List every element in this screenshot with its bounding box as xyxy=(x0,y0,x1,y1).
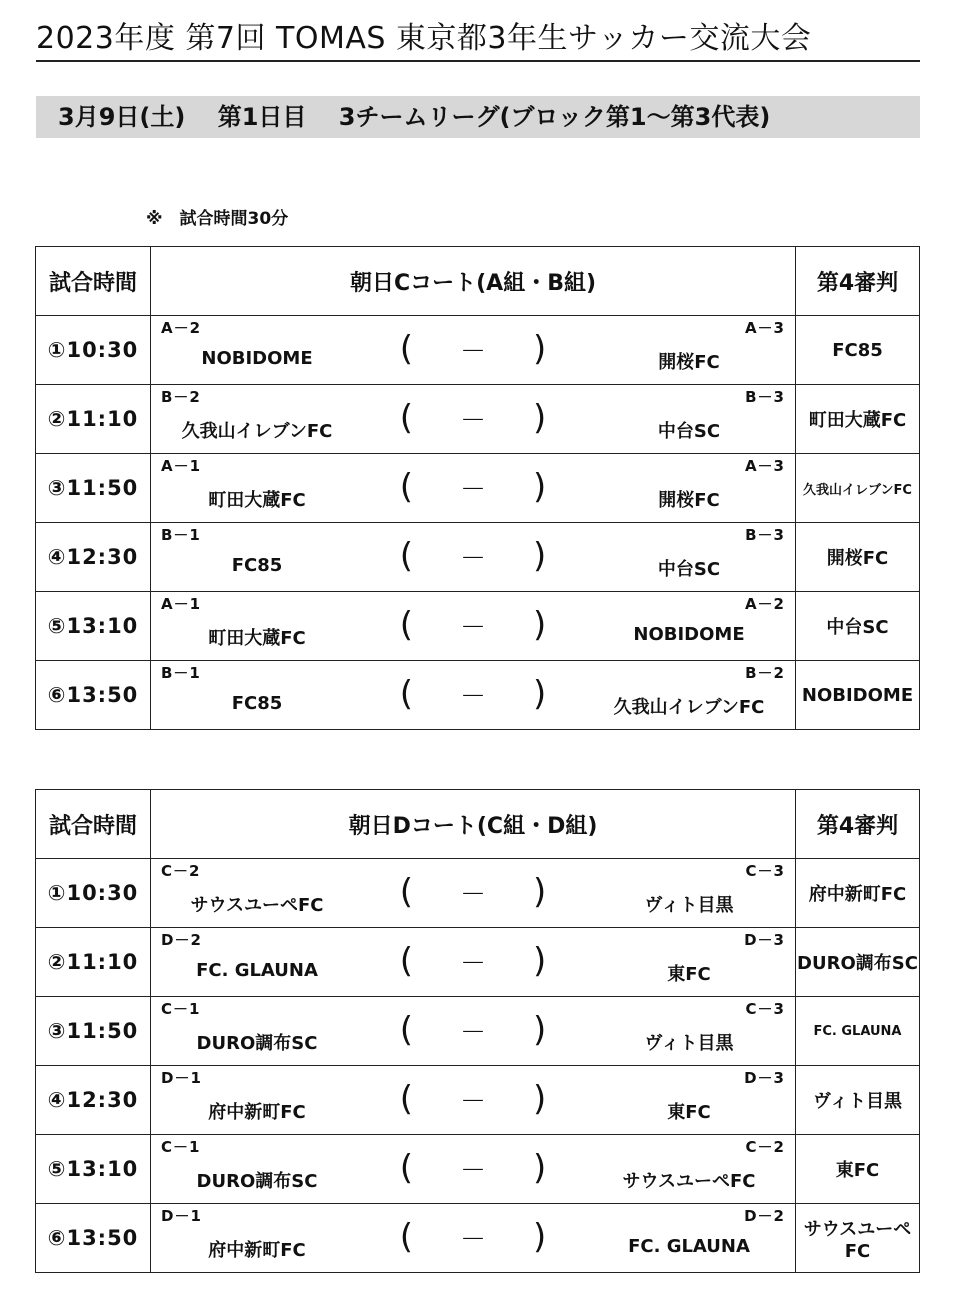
score-dash: － xyxy=(459,337,486,367)
score-blank xyxy=(151,398,795,438)
score-dash: － xyxy=(459,613,486,643)
left-team: 府中新町FC xyxy=(208,1240,306,1261)
left-seed: D－1 xyxy=(161,1207,202,1225)
left-seed: A－2 xyxy=(161,319,202,337)
referee-team: FC. GLAUNA xyxy=(796,997,920,1066)
table-row xyxy=(36,661,920,730)
score-blank xyxy=(151,1217,795,1257)
referee-team: 開桜FC xyxy=(796,523,920,592)
score-blank xyxy=(151,1010,795,1050)
score-blank xyxy=(151,329,795,369)
header-court: 朝日Dコート(C組・D組) xyxy=(151,790,796,859)
left-team: DURO調布SC xyxy=(196,1033,318,1054)
left-team: FC. GLAUNA xyxy=(196,960,318,981)
score-open-paren: ( xyxy=(399,872,413,912)
match-cell xyxy=(151,661,796,730)
left-team: 久我山イレブンFC xyxy=(181,421,333,442)
right-seed: A－2 xyxy=(744,595,785,613)
score-open-paren: ( xyxy=(399,536,413,576)
right-team: FC. GLAUNA xyxy=(628,1236,750,1257)
score-blank xyxy=(151,1079,795,1119)
match-time: ②11:10 xyxy=(36,928,151,997)
table-row xyxy=(36,1204,920,1273)
schedule-table-court-d xyxy=(35,789,920,1273)
right-seed: A－3 xyxy=(744,457,785,475)
left-team: サウスユーペFC xyxy=(190,895,324,916)
left-team: FC85 xyxy=(231,555,283,576)
table-row xyxy=(36,454,920,523)
referee-team: NOBIDOME xyxy=(796,661,920,730)
score-close-paren: ) xyxy=(533,605,547,645)
score-close-paren: ) xyxy=(533,536,547,576)
score-dash: － xyxy=(459,949,486,979)
score-open-paren: ( xyxy=(399,1217,413,1257)
left-seed: D－1 xyxy=(161,1069,202,1087)
left-seed: C－1 xyxy=(161,1000,201,1018)
left-team: 町田大蔵FC xyxy=(208,490,306,511)
score-dash: － xyxy=(459,1225,486,1255)
referee-team: 久我山イレブンFC xyxy=(796,454,920,523)
match-cell xyxy=(151,1204,796,1273)
score-open-paren: ( xyxy=(399,1079,413,1119)
left-seed: B－1 xyxy=(161,664,201,682)
right-seed: C－2 xyxy=(745,1138,785,1156)
match-time: ④12:30 xyxy=(36,523,151,592)
score-open-paren: ( xyxy=(399,674,413,714)
match-time: ①10:30 xyxy=(36,316,151,385)
score-open-paren: ( xyxy=(399,467,413,507)
table-row xyxy=(36,385,920,454)
match-cell xyxy=(151,1135,796,1204)
left-seed: C－1 xyxy=(161,1138,201,1156)
score-open-paren: ( xyxy=(399,941,413,981)
referee-team: 府中新町FC xyxy=(796,859,920,928)
match-time: ⑤13:10 xyxy=(36,1135,151,1204)
score-close-paren: ) xyxy=(533,398,547,438)
table-header-row xyxy=(36,790,920,859)
match-time: ⑥13:50 xyxy=(36,661,151,730)
match-cell xyxy=(151,1066,796,1135)
match-cell xyxy=(151,523,796,592)
right-seed: B－3 xyxy=(745,388,785,406)
table-header-row xyxy=(36,247,920,316)
match-time: ⑤13:10 xyxy=(36,592,151,661)
left-seed: B－2 xyxy=(161,388,201,406)
score-dash: － xyxy=(459,406,486,436)
score-open-paren: ( xyxy=(399,329,413,369)
match-cell xyxy=(151,454,796,523)
referee-team: ヴィト目黒 xyxy=(796,1066,920,1135)
match-time: ②11:10 xyxy=(36,385,151,454)
referee-team: サウスユーペFC xyxy=(796,1204,920,1273)
left-seed: B－1 xyxy=(161,526,201,544)
left-team: DURO調布SC xyxy=(196,1171,318,1192)
right-team: 久我山イレブンFC xyxy=(613,697,765,718)
score-close-paren: ) xyxy=(533,1217,547,1257)
right-team: 開桜FC xyxy=(658,490,720,511)
left-seed: A－1 xyxy=(161,595,202,613)
header-court: 朝日Cコート(A組・B組) xyxy=(151,247,796,316)
document-title: 2023年度 第7回 TOMAS 東京都3年生サッカー交流大会 xyxy=(36,18,920,62)
referee-team: FC85 xyxy=(796,316,920,385)
left-team: 町田大蔵FC xyxy=(208,628,306,649)
right-team: 東FC xyxy=(667,964,711,985)
score-close-paren: ) xyxy=(533,872,547,912)
match-cell xyxy=(151,592,796,661)
right-seed: C－3 xyxy=(745,1000,785,1018)
referee-team: 中台SC xyxy=(796,592,920,661)
score-blank xyxy=(151,674,795,714)
match-cell xyxy=(151,997,796,1066)
left-seed: A－1 xyxy=(161,457,202,475)
score-blank xyxy=(151,872,795,912)
score-dash: － xyxy=(459,1156,486,1186)
table-row xyxy=(36,928,920,997)
right-team: NOBIDOME xyxy=(633,624,745,645)
score-open-paren: ( xyxy=(399,605,413,645)
score-blank xyxy=(151,941,795,981)
right-team: サウスユーペFC xyxy=(622,1171,756,1192)
right-team: 開桜FC xyxy=(658,352,720,373)
table-row xyxy=(36,1066,920,1135)
score-dash: － xyxy=(459,682,486,712)
score-close-paren: ) xyxy=(533,674,547,714)
score-close-paren: ) xyxy=(533,941,547,981)
score-dash: － xyxy=(459,475,486,505)
right-team: 中台SC xyxy=(657,421,721,442)
score-open-paren: ( xyxy=(399,398,413,438)
left-seed: C－2 xyxy=(161,862,201,880)
match-duration-note: ※ 試合時間30分 xyxy=(146,209,289,229)
score-close-paren: ) xyxy=(533,1148,547,1188)
right-seed: C－3 xyxy=(745,862,785,880)
score-dash: － xyxy=(459,880,486,910)
table-row xyxy=(36,592,920,661)
right-team: ヴィト目黒 xyxy=(644,1033,734,1054)
match-cell xyxy=(151,385,796,454)
header-time: 試合時間 xyxy=(36,247,151,316)
score-blank xyxy=(151,605,795,645)
right-seed: B－3 xyxy=(745,526,785,544)
score-dash: － xyxy=(459,1018,486,1048)
right-team: 東FC xyxy=(667,1102,711,1123)
score-dash: － xyxy=(459,544,486,574)
right-seed: D－3 xyxy=(744,931,785,949)
right-seed: B－2 xyxy=(745,664,785,682)
score-dash: － xyxy=(459,1087,486,1117)
right-team: 中台SC xyxy=(657,559,721,580)
score-close-paren: ) xyxy=(533,467,547,507)
score-open-paren: ( xyxy=(399,1010,413,1050)
referee-team: 東FC xyxy=(796,1135,920,1204)
schedule-table-court-c xyxy=(35,246,920,730)
match-time: ⑥13:50 xyxy=(36,1204,151,1273)
right-seed: D－3 xyxy=(744,1069,785,1087)
table-row xyxy=(36,523,920,592)
right-seed: A－3 xyxy=(744,319,785,337)
referee-team: 町田大蔵FC xyxy=(796,385,920,454)
match-time: ④12:30 xyxy=(36,1066,151,1135)
score-close-paren: ) xyxy=(533,329,547,369)
left-seed: D－2 xyxy=(161,931,202,949)
right-team: ヴィト目黒 xyxy=(644,895,734,916)
left-team: NOBIDOME xyxy=(201,348,313,369)
score-blank xyxy=(151,467,795,507)
header-referee: 第4審判 xyxy=(796,247,920,316)
day-subtitle-bar: 3月9日(土) 第1日目 3チームリーグ(ブロック第1～第3代表) xyxy=(36,96,920,138)
match-cell xyxy=(151,928,796,997)
score-blank xyxy=(151,1148,795,1188)
score-blank xyxy=(151,536,795,576)
table-row xyxy=(36,997,920,1066)
match-time: ③11:50 xyxy=(36,997,151,1066)
left-team: 府中新町FC xyxy=(208,1102,306,1123)
left-team: FC85 xyxy=(231,693,283,714)
score-close-paren: ) xyxy=(533,1079,547,1119)
header-referee: 第4審判 xyxy=(796,790,920,859)
table-row xyxy=(36,316,920,385)
score-close-paren: ) xyxy=(533,1010,547,1050)
match-time: ①10:30 xyxy=(36,859,151,928)
table-row xyxy=(36,859,920,928)
match-time: ③11:50 xyxy=(36,454,151,523)
match-cell xyxy=(151,316,796,385)
header-time: 試合時間 xyxy=(36,790,151,859)
score-open-paren: ( xyxy=(399,1148,413,1188)
referee-team: DURO調布SC xyxy=(796,928,920,997)
match-cell xyxy=(151,859,796,928)
right-seed: D－2 xyxy=(744,1207,785,1225)
table-row xyxy=(36,1135,920,1204)
